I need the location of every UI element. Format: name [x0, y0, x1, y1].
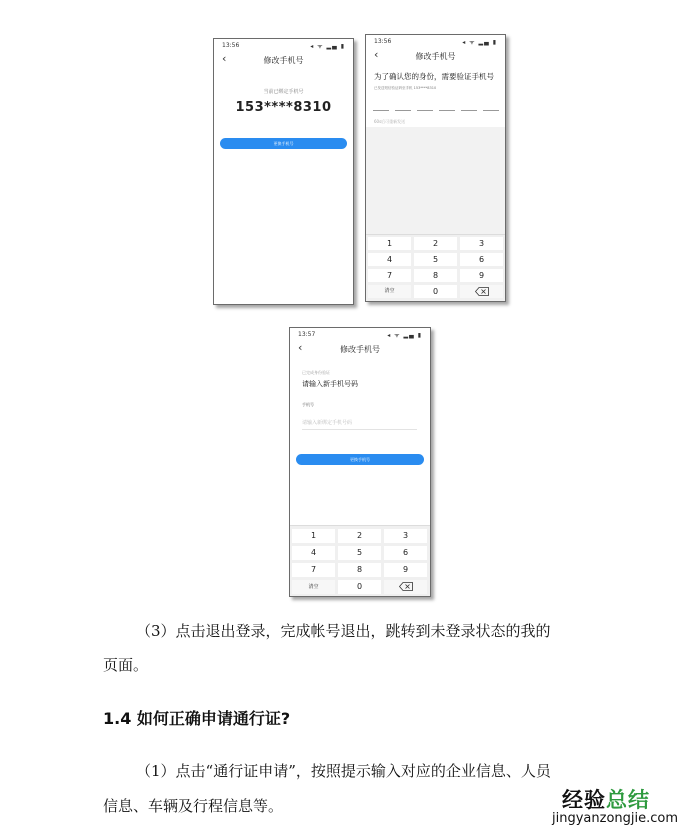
paragraph-3-line-1: （3）点击退出登录，完成帐号退出，跳转到未登录状态的我的 [136, 622, 551, 640]
status-bar [290, 328, 430, 340]
phone-screenshot-new-number [289, 327, 431, 597]
key-8[interactable]: 8 [338, 563, 381, 577]
key-5[interactable]: 5 [338, 546, 381, 560]
numeric-keypad [366, 234, 505, 301]
status-bar [366, 35, 505, 47]
key-4[interactable]: 4 [368, 253, 411, 266]
page-title: 修改手机号 [340, 345, 380, 354]
step-label: 已完成身份验证 [302, 370, 330, 375]
paragraph-3-line-2: 页面。 [103, 656, 149, 674]
signal-battery-icon: ◂ ᯤ ▂▄ ▮ [310, 43, 345, 50]
nav-bar [214, 51, 353, 69]
back-arrow-icon[interactable]: ‹ [298, 341, 303, 354]
phone-field-label: 手机号 [302, 402, 314, 407]
key-3[interactable]: 3 [384, 529, 427, 543]
new-phone-input[interactable]: 请输入新绑定手机号码 [302, 419, 417, 430]
paragraph-1-line-2: 信息、车辆及行程信息等。 [103, 797, 284, 815]
sms-hint: 已发送短信验证码至手机 153****8310 [374, 86, 437, 90]
key-0[interactable]: 0 [338, 580, 381, 594]
back-arrow-icon[interactable]: ‹ [222, 52, 227, 65]
key-6[interactable]: 6 [460, 253, 503, 266]
watermark-logo [562, 784, 650, 814]
resend-countdown: 60s后可重新发送 [374, 119, 406, 124]
key-5[interactable]: 5 [414, 253, 457, 266]
page-title: 修改手机号 [415, 52, 456, 61]
key-1[interactable]: 1 [292, 529, 335, 543]
backspace-icon[interactable] [460, 285, 503, 298]
phone-screenshot-verify-code [365, 34, 506, 302]
current-number-label: 当前已绑定手机号 [263, 89, 304, 95]
status-time: 13:56 [374, 38, 392, 45]
change-number-button[interactable]: 更换手机号 [220, 138, 347, 149]
signal-battery-icon: ◂ ᯤ ▂▄ ▮ [462, 39, 497, 46]
code-slot[interactable] [373, 110, 389, 111]
phone-screenshot-current-number [213, 38, 354, 305]
numeric-keypad [290, 525, 430, 596]
status-time: 13:56 [222, 42, 240, 49]
watermark-text-2: 总结 [606, 788, 650, 812]
key-2[interactable]: 2 [338, 529, 381, 543]
signal-battery-icon: ◂ ᯤ ▂▄ ▮ [387, 332, 422, 339]
change-number-button[interactable]: 更换手机号 [296, 454, 424, 465]
key-9[interactable]: 9 [384, 563, 427, 577]
code-slot[interactable] [439, 110, 455, 111]
key-1[interactable]: 1 [368, 237, 411, 250]
status-bar [214, 39, 353, 51]
watermark-url: jingyanzongjie.com [552, 811, 679, 826]
key-7[interactable]: 7 [368, 269, 411, 282]
key-9[interactable]: 9 [460, 269, 503, 282]
code-slot[interactable] [395, 110, 411, 111]
code-slot[interactable] [461, 110, 477, 111]
key-0[interactable]: 0 [414, 285, 457, 298]
verify-heading: 为了确认您的身份，需要验证手机号 [374, 72, 494, 81]
key-7[interactable]: 7 [292, 563, 335, 577]
status-time: 13:57 [298, 331, 316, 338]
watermark-text-1: 经验 [562, 788, 606, 812]
key-2[interactable]: 2 [414, 237, 457, 250]
page-title: 修改手机号 [263, 56, 304, 65]
key-8[interactable]: 8 [414, 269, 457, 282]
key-clear[interactable]: 清空 [368, 285, 411, 298]
back-arrow-icon[interactable]: ‹ [374, 48, 379, 61]
nav-bar [290, 340, 430, 358]
key-6[interactable]: 6 [384, 546, 427, 560]
code-slot[interactable] [417, 110, 433, 111]
key-3[interactable]: 3 [460, 237, 503, 250]
paragraph-1-line-1: （1）点击“通行证申请”，按照提示输入对应的企业信息、人员 [136, 762, 551, 780]
new-number-heading: 请输入新手机号码 [302, 380, 358, 388]
code-slot[interactable] [483, 110, 499, 111]
nav-bar [366, 47, 505, 65]
current-phone-number: 153****8310 [235, 100, 332, 115]
key-4[interactable]: 4 [292, 546, 335, 560]
key-clear[interactable]: 清空 [292, 580, 335, 594]
backspace-icon[interactable] [384, 580, 427, 594]
content-area [366, 127, 505, 235]
section-heading: 1.4 如何正确申请通行证? [103, 709, 291, 728]
